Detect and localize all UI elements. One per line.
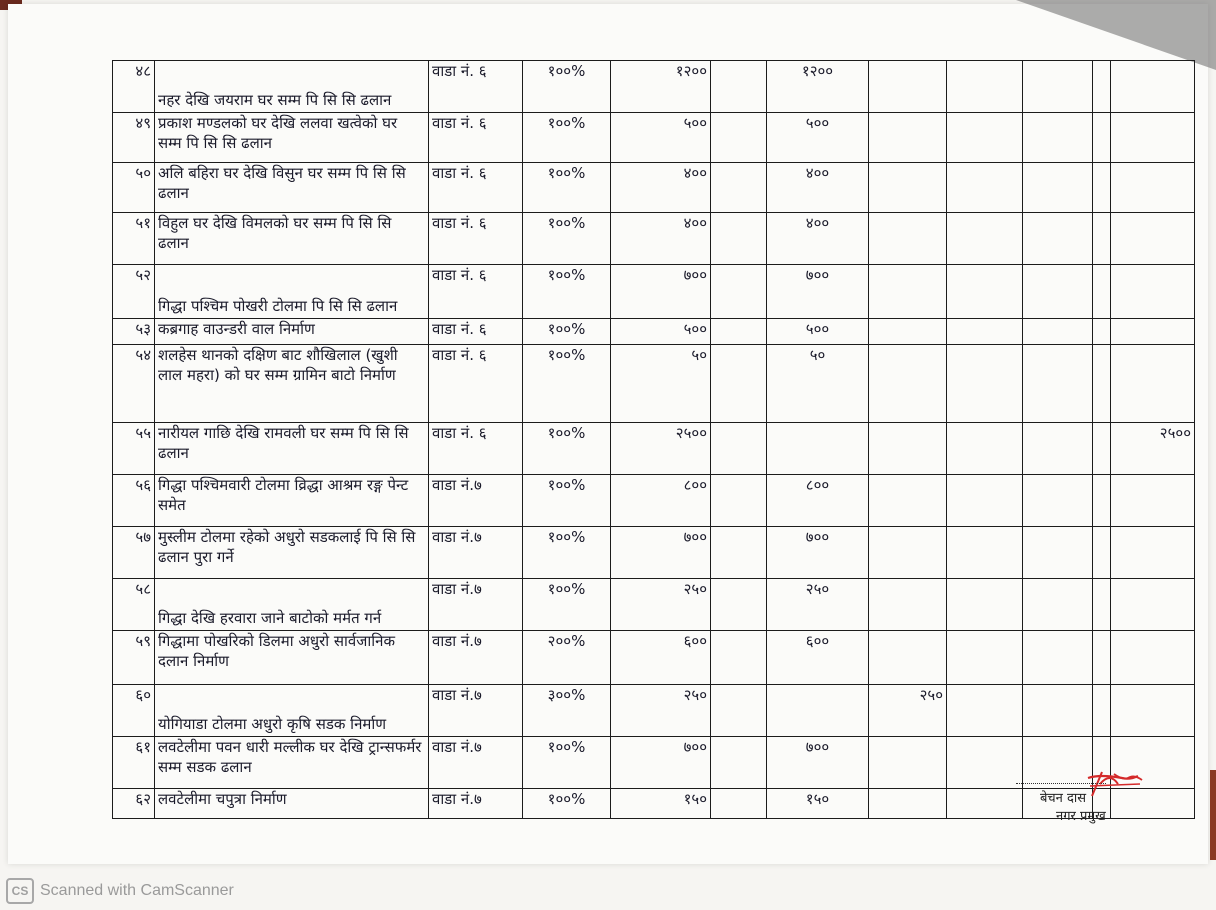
allocated-amount-alt: २५० [869, 685, 947, 737]
remaining-amount [1111, 163, 1195, 213]
budget-amount: ७०० [611, 527, 711, 579]
allocated-amount: ५० [767, 345, 869, 423]
completion-percent: १००% [523, 423, 611, 475]
table-row [113, 163, 1195, 213]
empty-cell [711, 579, 767, 631]
allocated-amount: ७०० [767, 265, 869, 319]
ward-number: वाडा नं. ६ [429, 423, 523, 475]
signature-line [1016, 783, 1106, 784]
empty-cell [947, 789, 1023, 819]
serial-number: ५४ [113, 345, 155, 423]
table-row [113, 265, 1195, 319]
empty-cell [711, 685, 767, 737]
signatory-title: नगर प्रमुख [1056, 809, 1106, 824]
serial-number: ५५ [113, 423, 155, 475]
allocated-amount: १२०० [767, 61, 869, 113]
empty-cell [711, 213, 767, 265]
empty-cell [1023, 527, 1093, 579]
empty-cell [1093, 113, 1111, 163]
project-description [155, 579, 429, 631]
empty-cell [1023, 579, 1093, 631]
allocated-amount: ४०० [767, 163, 869, 213]
empty-cell [947, 475, 1023, 527]
budget-amount: ४०० [611, 213, 711, 265]
allocated-amount-alt [869, 319, 947, 345]
allocated-amount [767, 685, 869, 737]
project-description [155, 319, 429, 345]
empty-cell [1023, 319, 1093, 345]
serial-number: ६१ [113, 737, 155, 789]
description-text: गिद्धा पश्चिमवारी टोलमा व्रिद्धा आश्रम रङ्ग पेन्ट समेत [158, 476, 409, 514]
completion-percent: १००% [523, 527, 611, 579]
project-description [155, 685, 429, 737]
project-description [155, 61, 429, 113]
allocated-amount-alt [869, 213, 947, 265]
empty-cell [711, 319, 767, 345]
empty-cell [1023, 265, 1093, 319]
empty-cell [1023, 685, 1093, 737]
table-row [113, 475, 1195, 527]
allocated-amount-alt [869, 61, 947, 113]
remaining-amount [1111, 685, 1195, 737]
empty-cell [947, 527, 1023, 579]
budget-amount: ७०० [611, 737, 711, 789]
empty-cell [711, 163, 767, 213]
allocated-amount-alt [869, 345, 947, 423]
empty-cell [1093, 163, 1111, 213]
ward-number: वाडा नं. ६ [429, 61, 523, 113]
empty-cell [947, 737, 1023, 789]
empty-cell [1093, 631, 1111, 685]
budget-amount: ५० [611, 345, 711, 423]
description-text: गिद्धामा पोखरिको डिलमा अधुरो सार्वजानिक दलान निर्माण [158, 632, 395, 670]
description-text: प्रकाश मण्डलको घर देखि ललवा खत्वेको घर सम्म पि सि सि ढलान [158, 114, 398, 152]
page-edge-strip [1210, 770, 1216, 860]
empty-cell [1023, 113, 1093, 163]
table-body [113, 61, 1195, 819]
empty-cell [947, 213, 1023, 265]
remaining-amount [1111, 213, 1195, 265]
empty-cell [711, 475, 767, 527]
empty-cell [1023, 423, 1093, 475]
empty-cell [947, 61, 1023, 113]
description-text-bottom: गिद्धा पश्चिम पोखरी टोलमा पि सि सि ढलान [158, 297, 398, 315]
table-row [113, 345, 1195, 423]
serial-number: ४८ [113, 61, 155, 113]
empty-cell [1093, 579, 1111, 631]
remaining-amount [1111, 319, 1195, 345]
remaining-amount: २५०० [1111, 423, 1195, 475]
table-row [113, 423, 1195, 475]
serial-number: ६० [113, 685, 155, 737]
allocated-amount-alt [869, 113, 947, 163]
allocated-amount: ४०० [767, 213, 869, 265]
empty-cell [947, 319, 1023, 345]
description-text-bottom: नहर देखि जयराम घर सम्म पि सि सि ढलान [158, 91, 392, 109]
project-description [155, 345, 429, 423]
serial-number: ५७ [113, 527, 155, 579]
remaining-amount [1111, 345, 1195, 423]
empty-cell [711, 265, 767, 319]
description-text: शलहेस थानको दक्षिण बाट शौखिलाल (खुशी लाल महरा) को घर सम्म ग्रामिन बाटो निर्माण [158, 346, 398, 384]
ward-number: वाडा नं. ६ [429, 319, 523, 345]
completion-percent: १००% [523, 737, 611, 789]
empty-cell [1023, 631, 1093, 685]
project-description [155, 475, 429, 527]
empty-cell [1093, 61, 1111, 113]
ward-number: वाडा नं. ६ [429, 213, 523, 265]
serial-number: ५३ [113, 319, 155, 345]
budget-amount: १५० [611, 789, 711, 819]
budget-amount: २५० [611, 685, 711, 737]
project-description [155, 789, 429, 819]
completion-percent: २००% [523, 631, 611, 685]
ward-number: वाडा नं. ६ [429, 113, 523, 163]
empty-cell [1093, 527, 1111, 579]
project-description [155, 113, 429, 163]
allocated-amount-alt [869, 527, 947, 579]
scanner-watermark [6, 878, 234, 904]
budget-amount: ६०० [611, 631, 711, 685]
table-row [113, 213, 1195, 265]
budget-amount: ४०० [611, 163, 711, 213]
serial-number: ६२ [113, 789, 155, 819]
remaining-amount [1111, 113, 1195, 163]
completion-percent: १००% [523, 61, 611, 113]
serial-number: ४९ [113, 113, 155, 163]
ward-number: वाडा नं.७ [429, 475, 523, 527]
description-text-bottom: गिद्धा देखि हरवारा जाने बाटोको मर्मत गर्न [158, 609, 382, 627]
empty-cell [1093, 685, 1111, 737]
table-row [113, 61, 1195, 113]
completion-percent: १००% [523, 265, 611, 319]
project-description [155, 631, 429, 685]
remaining-amount [1111, 527, 1195, 579]
empty-cell [711, 113, 767, 163]
empty-cell [1023, 475, 1093, 527]
empty-cell [1023, 213, 1093, 265]
allocated-amount-alt [869, 579, 947, 631]
project-description [155, 737, 429, 789]
project-description [155, 213, 429, 265]
serial-number: ५८ [113, 579, 155, 631]
allocated-amount-alt [869, 163, 947, 213]
ward-number: वाडा नं.७ [429, 737, 523, 789]
ward-number: वाडा नं. ६ [429, 265, 523, 319]
completion-percent: १००% [523, 579, 611, 631]
scanner-watermark-text: Scanned with CamScanner [40, 882, 234, 899]
description-text: लवटेलीमा चपुत्रा निर्माण [158, 790, 287, 808]
description-text: विहुल घर देखि विमलको घर सम्म पि सि सि ढलान [158, 214, 392, 252]
empty-cell [1093, 319, 1111, 345]
empty-cell [947, 579, 1023, 631]
empty-cell [1093, 213, 1111, 265]
budget-amount: २५० [611, 579, 711, 631]
budget-amount: ५०० [611, 319, 711, 345]
ward-number: वाडा नं.७ [429, 685, 523, 737]
empty-cell [1023, 345, 1093, 423]
remaining-amount [1111, 61, 1195, 113]
table-row [113, 631, 1195, 685]
allocated-amount-alt [869, 265, 947, 319]
allocated-amount: ८०० [767, 475, 869, 527]
completion-percent: १००% [523, 319, 611, 345]
ward-number: वाडा नं.७ [429, 527, 523, 579]
empty-cell [947, 265, 1023, 319]
signatory-name: बेचन दास [1040, 791, 1087, 806]
project-description [155, 527, 429, 579]
budget-amount: १२०० [611, 61, 711, 113]
allocated-amount: ५०० [767, 113, 869, 163]
empty-cell [947, 685, 1023, 737]
remaining-amount [1111, 631, 1195, 685]
empty-cell [1093, 423, 1111, 475]
empty-cell [1023, 163, 1093, 213]
allocated-amount: ६०० [767, 631, 869, 685]
ward-number: वाडा नं. ६ [429, 345, 523, 423]
serial-number: ५१ [113, 213, 155, 265]
description-text: लवटेलीमा पवन धारी मल्लीक घर देखि ट्रान्सफर्मर सम्म सडक ढलान [158, 738, 422, 776]
empty-cell [711, 345, 767, 423]
remaining-amount [1111, 265, 1195, 319]
completion-percent: १००% [523, 213, 611, 265]
empty-cell [711, 527, 767, 579]
allocated-amount-alt [869, 475, 947, 527]
empty-cell [1093, 475, 1111, 527]
budget-table [112, 60, 1195, 819]
ward-number: वाडा नं.७ [429, 631, 523, 685]
allocated-amount-alt [869, 631, 947, 685]
allocated-amount [767, 423, 869, 475]
serial-number: ५० [113, 163, 155, 213]
table-row [113, 527, 1195, 579]
serial-number: ५२ [113, 265, 155, 319]
budget-amount: २५०० [611, 423, 711, 475]
completion-percent: १००% [523, 475, 611, 527]
completion-percent: १००% [523, 345, 611, 423]
allocated-amount: ७०० [767, 527, 869, 579]
description-text: अलि बहिरा घर देखि विसुन घर सम्म पि सि सि ढलान [158, 164, 406, 202]
allocated-amount: ५०० [767, 319, 869, 345]
camscanner-logo-icon: CS [6, 878, 34, 904]
ward-number: वाडा नं.७ [429, 579, 523, 631]
project-description [155, 163, 429, 213]
table-row [113, 319, 1195, 345]
project-description [155, 423, 429, 475]
empty-cell [711, 631, 767, 685]
completion-percent: ३००% [523, 685, 611, 737]
empty-cell [1093, 265, 1111, 319]
serial-number: ५६ [113, 475, 155, 527]
allocated-amount-alt [869, 737, 947, 789]
table-row [113, 113, 1195, 163]
empty-cell [711, 789, 767, 819]
description-text: कब्रगाह वाउन्डरी वाल निर्माण [158, 320, 315, 338]
description-text: नारीयल गाछि देखि रामवली घर सम्म पि सि सि ढलान [158, 424, 409, 462]
serial-number: ५९ [113, 631, 155, 685]
budget-amount: ८०० [611, 475, 711, 527]
ward-number: वाडा नं. ६ [429, 163, 523, 213]
empty-cell [947, 423, 1023, 475]
empty-cell [711, 61, 767, 113]
allocated-amount: ७०० [767, 737, 869, 789]
description-text-bottom: योगियाडा टोलमा अधुरो कृषि सडक निर्माण [158, 715, 387, 733]
completion-percent: १००% [523, 789, 611, 819]
completion-percent: १००% [523, 163, 611, 213]
empty-cell [1023, 61, 1093, 113]
remaining-amount [1111, 579, 1195, 631]
allocated-amount-alt [869, 789, 947, 819]
empty-cell [711, 737, 767, 789]
empty-cell [1093, 345, 1111, 423]
empty-cell [947, 113, 1023, 163]
project-description [155, 265, 429, 319]
table-row [113, 579, 1195, 631]
empty-cell [947, 345, 1023, 423]
completion-percent: १००% [523, 113, 611, 163]
allocated-amount-alt [869, 423, 947, 475]
budget-amount: ५०० [611, 113, 711, 163]
allocated-amount: २५० [767, 579, 869, 631]
empty-cell [711, 423, 767, 475]
remaining-amount [1111, 475, 1195, 527]
ward-number: वाडा नं.७ [429, 789, 523, 819]
budget-amount: ७०० [611, 265, 711, 319]
empty-cell [947, 163, 1023, 213]
description-text: मुस्लीम टोलमा रहेको अधुरो सडकलाई पि सि सि ढलान पुरा गर्ने [158, 528, 416, 566]
empty-cell [947, 631, 1023, 685]
table-row [113, 685, 1195, 737]
allocated-amount: १५० [767, 789, 869, 819]
